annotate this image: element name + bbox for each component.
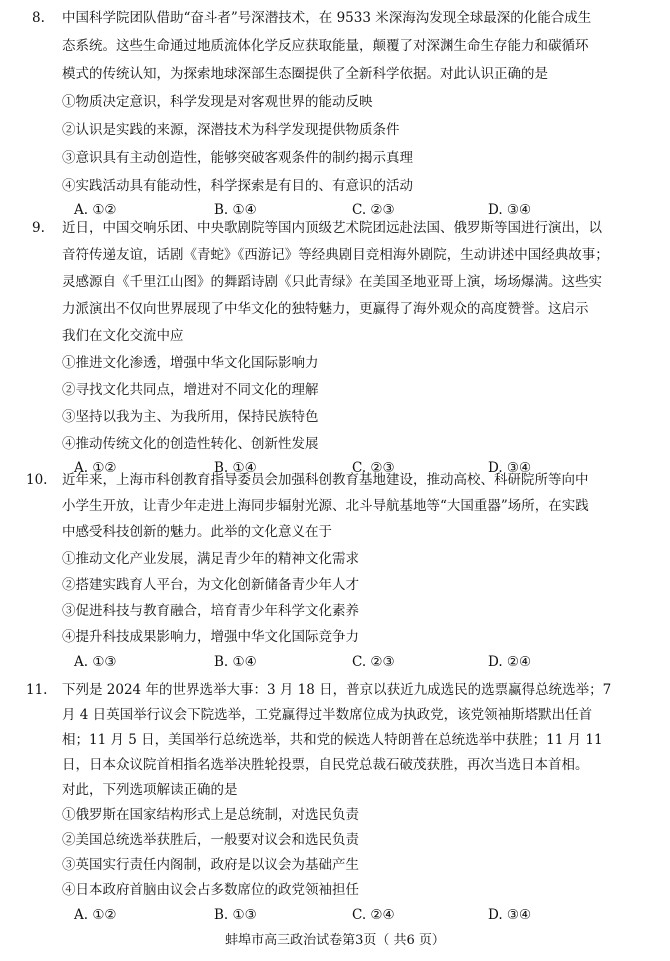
answer-choice-a: A. ①③ [74,654,117,670]
question-stem-line: 相；11 月 5 日，美国举行总统选举，共和党的候选人特朗普在总统选举中获胜；11 月 11 [62,732,603,748]
answer-choice-d: D. ③④ [488,907,532,923]
question-number: 9. [32,220,45,236]
answer-choice-b: B. ①④ [214,460,257,476]
question-stem-line: 下列是 2024 年的世界选举大事：3 月 18 日，普京以获近九成选民的选票赢得总统选举；7 [62,682,612,698]
answer-choices [74,652,634,672]
answer-choice-d: D. ②④ [488,654,532,670]
answer-choices [74,200,634,220]
question-stem-line: 力派演出不仅向世界展现了中华文化的独特魅力，更赢得了海外观众的高度赞誉。这启示 [62,301,589,317]
statement-option: ①推进文化渗透，增强中华文化国际影响力 [62,355,319,371]
page-footer: 蚌埠市高三政治试卷第3页（ 共6 页） [225,933,445,948]
question-stem-line: 对此，下列选项解读正确的是 [62,782,238,798]
question-stem-line: 中感受科技创新的魅力。此举的文化意义在于 [62,524,332,540]
question-stem-line: 模式的传统认知，为探索地球深部生态圈提供了全新科学依据。对此认识正确的是 [62,66,548,82]
answer-choice-a: A. ①② [74,202,117,218]
statement-option: ④实践活动具有能动性，科学探索是有目的、有意识的活动 [62,178,413,194]
answer-choices [74,905,634,925]
question-number: 8. [32,10,45,26]
statement-option: ②搭建实践育人平台，为文化创新储备青少年人才 [62,577,359,593]
question-number: 11. [26,682,48,698]
statement-option: ③坚持以我为主、为我所用，保持民族特色 [62,409,319,425]
answer-choice-b: B. ①④ [214,202,257,218]
statement-option: ②认识是实践的来源，深潜技术为科学发现提供物质条件 [62,122,400,138]
question-stem-line: 近日，中国交响乐团、中央歌剧院等国内顶级艺术院团远赴法国、俄罗斯等国进行演出，以 [62,220,602,236]
statement-option: ④推动传统文化的创造性转化、创新性发展 [62,436,319,452]
statement-option: ③英国实行责任内阁制，政府是以议会为基础产生 [62,857,359,873]
statement-option: ②寻找文化共同点，增进对不同文化的理解 [62,382,319,398]
answer-choice-d: D. ③④ [488,460,532,476]
statement-option: ②美国总统选举获胜后，一般要对议会和选民负责 [62,832,359,848]
answer-choice-c: C. ②③ [352,202,395,218]
answer-choice-a: A. ①② [74,907,117,923]
answer-choice-d: D. ③④ [488,202,532,218]
question-number: 10. [26,472,48,488]
question-stem-line: 小学生开放，让青少年走进上海同步辐射光源、北斗导航基地等“大国重器”场所，在实践 [62,498,589,514]
statement-option: ①物质决定意识，科学发现是对客观世界的能动反映 [62,94,373,110]
answer-choice-a: A. ①② [74,460,117,476]
answer-choice-b: B. ①④ [214,654,257,670]
question-stem-line: 态系统。这些生命通过地质流体化学反应获取能量，颠覆了对深渊生命生存能力和碳循环 [62,38,589,54]
answer-choice-c: C. ②③ [352,654,395,670]
statement-option: ④提升科技成果影响力，增强中华文化国际竞争力 [62,629,359,645]
question-stem-line: 月 4 日英国举行议会下院选举，工党赢得过半数席位成为执政党，该党领袖斯塔默出任首 [62,707,593,723]
question-stem-line: 音符传递友谊，话剧《青蛇》《西游记》等经典剧目竞相海外剧院，生动讲述中国经典故事； [62,247,609,263]
question-stem-line: 我们在文化交流中应 [62,328,184,344]
question-stem-line: 中国科学院团队借助“奋斗者”号深潜技术，在 9533 米深海沟发现全球最深的化能合成生 [62,10,592,26]
answer-choice-b: B. ①③ [214,907,257,923]
answer-choice-c: C. ②③ [352,460,395,476]
statement-option: ③促进科技与教育融合，培育青少年科学文化素养 [62,603,359,619]
question-stem-line: 日，日本众议院首相指名选举决胜轮投票，自民党总裁石破茂获胜，再次当选日本首相。 [62,757,589,773]
question-stem-line: 灵感源自《千里江山图》的舞蹈诗剧《只此青绿》在美国圣地亚哥上演，场场爆满。这些实 [62,274,602,290]
answer-choice-c: C. ②④ [352,907,395,923]
statement-option: ③意识具有主动创造性，能够突破客观条件的制约揭示真理 [62,150,413,166]
statement-option: ④日本政府首脑由议会占多数席位的政党领袖担任 [62,882,359,898]
statement-option: ①俄罗斯在国家结构形式上是总统制，对选民负责 [62,807,359,823]
statement-option: ①推动文化产业发展，满足青少年的精神文化需求 [62,551,359,567]
question-stem-line: 近年来，上海市科创教育指导委员会加强科创教育基地建设，推动高校、科研院所等向中 [62,472,589,488]
